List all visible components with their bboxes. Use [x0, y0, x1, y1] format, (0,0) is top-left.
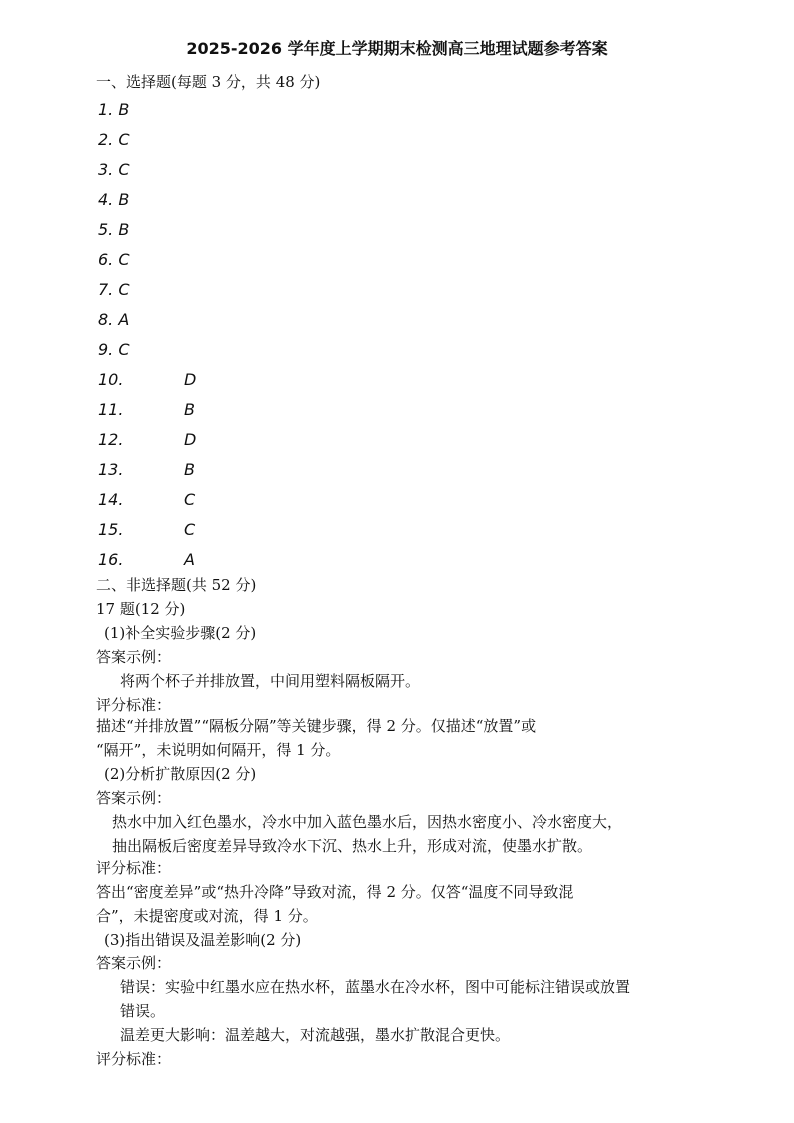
answer-letter: C: [118, 340, 130, 359]
answer-number: 1.: [98, 100, 114, 119]
answer-letter: C: [118, 160, 130, 179]
answer-item: [98, 190, 129, 210]
answer-number: 4.: [98, 190, 114, 209]
answer-number: 16.: [98, 550, 124, 569]
answer-item: [98, 340, 130, 360]
answer-number: 3.: [98, 160, 114, 179]
answer-letter: A: [118, 310, 130, 329]
answer-item: [98, 280, 130, 300]
answer-item: [98, 100, 129, 120]
answer-number: 6.: [98, 250, 114, 269]
answer-number: 14.: [98, 490, 124, 509]
section1-heading: 一、选择题(每题 3 分，共 48 分): [96, 73, 321, 91]
part3-title: (3)指出错误及温差影响(2 分): [104, 931, 302, 949]
answer-letter: C: [184, 490, 196, 509]
answer-letter: C: [118, 280, 130, 299]
answer-item: [98, 430, 196, 450]
part2-example-text: 抽出隔板后密度差异导致冷水下沉、热水上升，形成对流，使墨水扩散。: [112, 837, 593, 855]
part1-example-label: 答案示例：: [96, 648, 172, 666]
part2-title: (2)分析扩散原因(2 分): [104, 765, 257, 783]
part3-error-text: 错误：实验中红墨水应在热水杯，蓝墨水在冷水杯，图中可能标注错误或放置: [120, 978, 631, 996]
part3-effect-text: 温差更大影响：温差越大，对流越强，墨水扩散混合更快。: [120, 1026, 511, 1044]
part3-criteria-label: 评分标准：: [96, 1050, 172, 1068]
answer-item: [98, 370, 196, 390]
answer-number: 5.: [98, 220, 114, 239]
answer-letter: B: [184, 460, 195, 479]
answer-item: [98, 220, 129, 240]
answer-number: 8.: [98, 310, 114, 329]
answer-letter: D: [184, 430, 197, 449]
part3-error-text: 错误。: [120, 1002, 166, 1020]
answer-item: [98, 160, 130, 180]
answer-letter: C: [118, 250, 130, 269]
answer-number: 12.: [98, 430, 124, 449]
answer-number: 2.: [98, 130, 114, 149]
answer-letter: B: [118, 220, 130, 239]
answer-item: [98, 520, 195, 540]
answer-letter: B: [184, 400, 195, 419]
answer-letter: B: [118, 190, 130, 209]
answer-number: 7.: [98, 280, 114, 299]
answer-letter: A: [184, 550, 195, 569]
part2-criteria-text: 答出“密度差异”或“热升冷降”导致对流，得 2 分。仅答“温度不同导致混: [96, 883, 574, 901]
answer-number: 11.: [98, 400, 124, 419]
answer-item: [98, 250, 130, 270]
answer-item: [98, 310, 129, 330]
part2-criteria-label: 评分标准：: [96, 859, 172, 877]
answer-item: [98, 490, 195, 510]
answer-letter: B: [118, 100, 130, 119]
part2-example-text: 热水中加入红色墨水，冷水中加入蓝色墨水后，因热水密度小、冷水密度大，: [112, 813, 623, 831]
answer-letter: C: [184, 520, 196, 539]
part1-title: (1)补全实验步骤(2 分): [104, 624, 257, 642]
question-17-heading: 17 题(12 分): [96, 600, 186, 618]
answer-number: 15.: [98, 520, 124, 539]
page-title: 2025-2026 学年度上学期期末检测高三地理试题参考答案: [186, 39, 608, 58]
part1-example-text: 将两个杯子并排放置，中间用塑料隔板隔开。: [120, 672, 421, 690]
part1-criteria-label: 评分标准：: [96, 696, 172, 714]
part1-criteria-text: “隔开”，未说明如何隔开，得 1 分。: [96, 741, 341, 759]
answer-item: [98, 460, 195, 480]
answer-number: 10.: [98, 370, 124, 389]
answer-number: 13.: [98, 460, 124, 479]
answer-letter: C: [118, 130, 130, 149]
part1-criteria-text: 描述“并排放置”“隔板分隔”等关键步骤，得 2 分。仅描述“放置”或: [96, 717, 537, 735]
answer-letter: D: [184, 370, 197, 389]
answer-item: [98, 130, 130, 150]
part2-criteria-text: 合”，未提密度或对流，得 1 分。: [96, 907, 318, 925]
section2-heading: 二、非选择题(共 52 分): [96, 576, 257, 594]
answer-item: [98, 550, 195, 570]
answer-item: [98, 400, 195, 420]
part2-example-label: 答案示例：: [96, 789, 172, 807]
part3-example-label: 答案示例：: [96, 954, 172, 972]
answer-number: 9.: [98, 340, 114, 359]
